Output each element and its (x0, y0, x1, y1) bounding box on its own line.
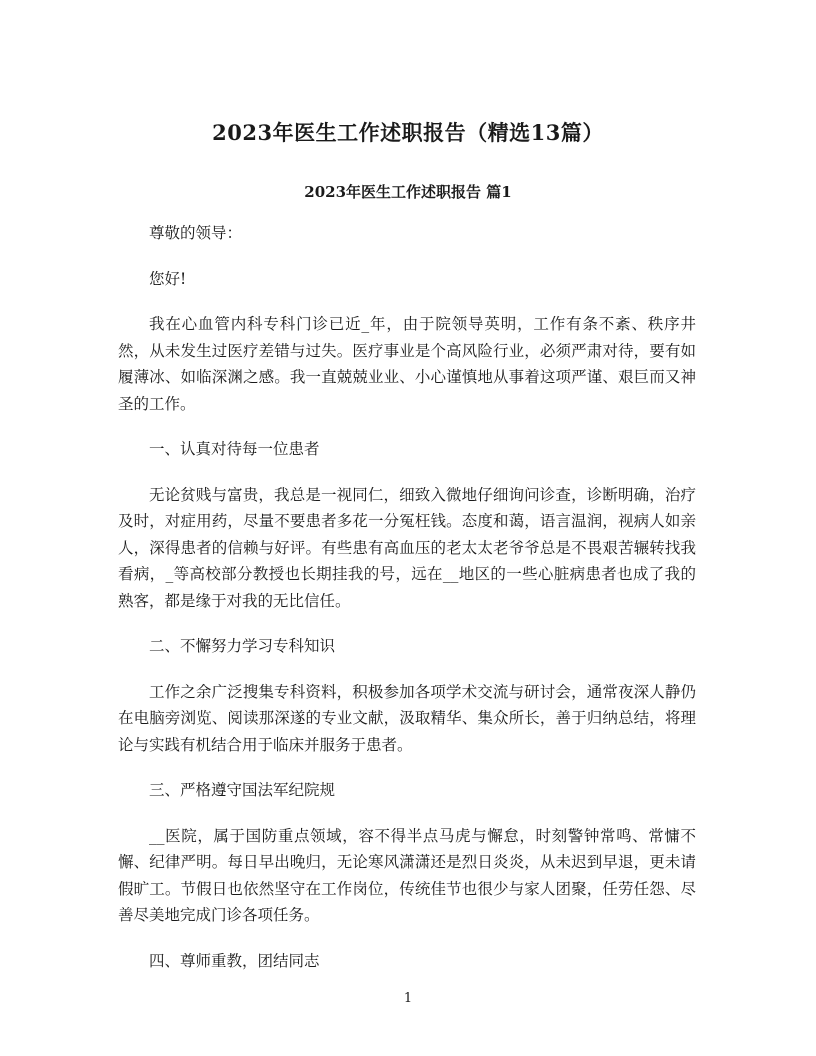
greeting: 您好! (149, 269, 187, 288)
paragraph-2: 工作之余广泛搜集专科资料，积极参加各项学术交流与研讨会，通常夜深人静仍在电脑旁浏览、阅读那深遂的专业文献，汲取精华、集众所长，善于归纳总结，将理论与实践有机结合用于临床并服务于患者。 (118, 682, 696, 754)
paragraph-1: 无论贫贱与富贵，我总是一视同仁，细致入微地仔细询问诊查，诊断明确，治疗及时，对症用药，尽量不要患者多花一分冤枉钱。态度和蔼，语言温润，视病人如亲人，深得患者的信赖与好评。有些患有高血压的老太太老爷爷总是不畏艰苦辗转找我看病，_等高校部分教授也长期挂我的号，远在__地区的一些心脏病患者也成了我的熟客，都是缘于对我的无比信任。 (118, 485, 696, 610)
heading-4: 四、尊师重教，团结同志 (149, 951, 320, 970)
section-title: 2023年医生工作述职报告 篇1 (304, 183, 512, 201)
paragraph-3: __医院，属于国防重点领域，容不得半点马虎与懈怠，时刻警钟常鸣、常慵不懈、纪律严明。每日早出晚归，无论寒风潇潇还是烈日炎炎，从未迟到早退，更未请假旷工。节假日也依然坚守在工作岗位，传统佳节也很少与家人团聚，任劳任怨、尽善尽美地完成门诊各项任务。 (118, 826, 696, 924)
document-title: 2023年医生工作述职报告（精选13篇） (212, 120, 604, 145)
paragraph-intro: 我在心血管内科专科门诊已近_年，由于院领导英明，工作有条不紊、秩序井然，从未发生过医疗差错与过失。医疗事业是个高风险行业，必须严肃对待，要有如履薄冰、如临深渊之感。我一直兢兢业业、小心谨慎地从事着这项严谨、艰巨而又神圣的工作。 (118, 315, 696, 413)
page-number: 1 (403, 991, 413, 1006)
document-body (118, 220, 696, 993)
heading-1: 一、认真对待每一位患者 (149, 440, 320, 458)
salutation: 尊敬的领导： (149, 224, 243, 242)
heading-2: 二、不懈努力学习专科知识 (149, 637, 336, 655)
heading-3: 三、严格遵守国法军纪院规 (149, 781, 336, 799)
